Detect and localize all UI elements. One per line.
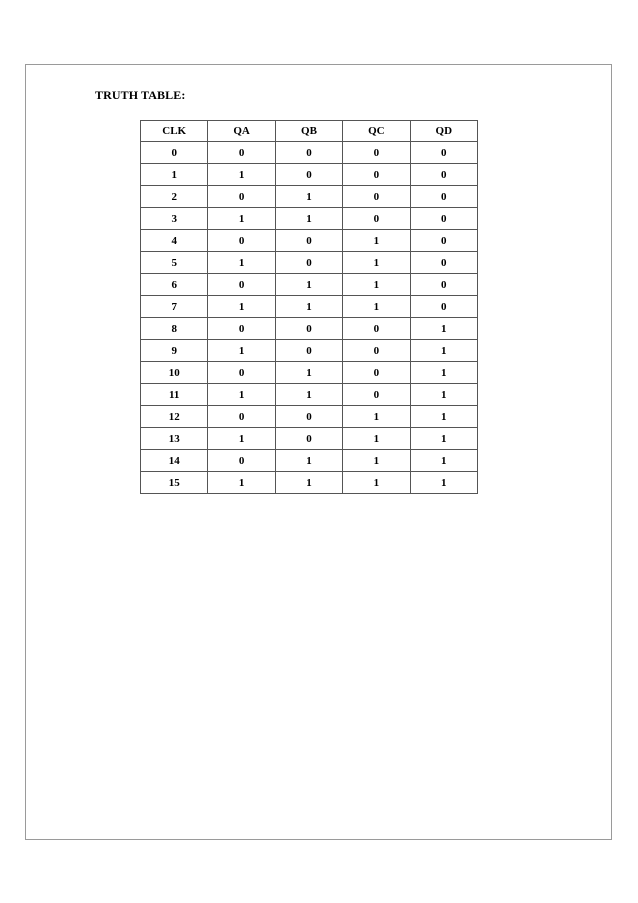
table-cell-clk: 0 — [141, 142, 208, 164]
table-row — [141, 384, 478, 406]
table-cell-qa: 0 — [208, 362, 275, 384]
table-cell-qa: 1 — [208, 472, 275, 494]
table-cell-qb: 0 — [275, 340, 342, 362]
table-cell-clk: 6 — [141, 274, 208, 296]
table-cell-qb: 0 — [275, 428, 342, 450]
table-cell-qa: 0 — [208, 142, 275, 164]
table-cell-clk: 1 — [141, 164, 208, 186]
column-header-qa: QA — [208, 121, 275, 142]
column-header-qd: QD — [410, 121, 477, 142]
table-cell-qd: 0 — [410, 186, 477, 208]
table-cell-qb: 0 — [275, 142, 342, 164]
table-cell-qb: 1 — [275, 450, 342, 472]
table-cell-qb: 1 — [275, 296, 342, 318]
truth-table — [140, 120, 478, 494]
table-cell-clk: 5 — [141, 252, 208, 274]
table-cell-clk: 2 — [141, 186, 208, 208]
table-row — [141, 274, 478, 296]
table-cell-qc: 0 — [343, 164, 410, 186]
table-cell-clk: 12 — [141, 406, 208, 428]
table-cell-qc: 1 — [343, 274, 410, 296]
table-cell-qc: 1 — [343, 472, 410, 494]
table-cell-qc: 1 — [343, 252, 410, 274]
table-cell-qd: 0 — [410, 296, 477, 318]
table-row — [141, 208, 478, 230]
table-cell-qc: 1 — [343, 428, 410, 450]
table-cell-qb: 1 — [275, 384, 342, 406]
table-cell-qc: 0 — [343, 384, 410, 406]
table-cell-qd: 0 — [410, 274, 477, 296]
table-cell-qc: 1 — [343, 450, 410, 472]
table-cell-clk: 15 — [141, 472, 208, 494]
table-cell-qd: 1 — [410, 362, 477, 384]
table-cell-clk: 9 — [141, 340, 208, 362]
table-cell-qb: 0 — [275, 252, 342, 274]
table-body — [141, 142, 478, 494]
column-header-clk: CLK — [141, 121, 208, 142]
table-cell-qa: 1 — [208, 428, 275, 450]
table-cell-qd: 0 — [410, 252, 477, 274]
table-cell-clk: 10 — [141, 362, 208, 384]
table-row — [141, 450, 478, 472]
table-cell-qd: 0 — [410, 208, 477, 230]
table-cell-clk: 4 — [141, 230, 208, 252]
table-cell-qb: 0 — [275, 164, 342, 186]
table-cell-clk: 7 — [141, 296, 208, 318]
table-cell-qb: 1 — [275, 472, 342, 494]
column-header-qc: QC — [343, 121, 410, 142]
table-cell-qc: 0 — [343, 340, 410, 362]
table-cell-qb: 0 — [275, 230, 342, 252]
table-cell-qd: 1 — [410, 406, 477, 428]
table-cell-qa: 0 — [208, 186, 275, 208]
table-row — [141, 428, 478, 450]
table-cell-qa: 0 — [208, 274, 275, 296]
table-row — [141, 164, 478, 186]
table-cell-qd: 0 — [410, 164, 477, 186]
table-cell-qa: 1 — [208, 252, 275, 274]
table-cell-qd: 1 — [410, 340, 477, 362]
table-cell-qc: 0 — [343, 186, 410, 208]
table-row — [141, 472, 478, 494]
table-cell-qd: 0 — [410, 142, 477, 164]
table-cell-qb: 0 — [275, 318, 342, 340]
table-cell-qa: 0 — [208, 406, 275, 428]
table-cell-clk: 3 — [141, 208, 208, 230]
table-cell-qc: 0 — [343, 142, 410, 164]
table-cell-qd: 0 — [410, 230, 477, 252]
column-header-qb: QB — [275, 121, 342, 142]
table-row — [141, 340, 478, 362]
table-header-row — [141, 121, 478, 142]
table-cell-clk: 14 — [141, 450, 208, 472]
table-row — [141, 142, 478, 164]
table-row — [141, 296, 478, 318]
table-cell-qa: 1 — [208, 208, 275, 230]
table-cell-qd: 1 — [410, 384, 477, 406]
table-row — [141, 406, 478, 428]
table-cell-qb: 1 — [275, 208, 342, 230]
table-cell-qc: 0 — [343, 362, 410, 384]
table-cell-qd: 1 — [410, 450, 477, 472]
table-cell-qd: 1 — [410, 428, 477, 450]
table-cell-qa: 1 — [208, 164, 275, 186]
truth-table-heading: TRUTH TABLE: — [95, 88, 186, 102]
table-cell-qa: 0 — [208, 230, 275, 252]
table-cell-qc: 0 — [343, 318, 410, 340]
table-cell-qc: 1 — [343, 406, 410, 428]
table-cell-qd: 1 — [410, 318, 477, 340]
table-cell-qb: 1 — [275, 186, 342, 208]
table-cell-qb: 1 — [275, 362, 342, 384]
table-row — [141, 230, 478, 252]
table-cell-qa: 1 — [208, 296, 275, 318]
table-cell-qd: 1 — [410, 472, 477, 494]
table-cell-clk: 8 — [141, 318, 208, 340]
table-cell-clk: 13 — [141, 428, 208, 450]
table-cell-qa: 1 — [208, 384, 275, 406]
table-row — [141, 252, 478, 274]
table-cell-qa: 0 — [208, 318, 275, 340]
table-cell-qa: 0 — [208, 450, 275, 472]
table-row — [141, 362, 478, 384]
table-row — [141, 186, 478, 208]
table-cell-qa: 1 — [208, 340, 275, 362]
table-cell-qc: 1 — [343, 296, 410, 318]
table-cell-qc: 0 — [343, 208, 410, 230]
table-cell-clk: 11 — [141, 384, 208, 406]
table-cell-qc: 1 — [343, 230, 410, 252]
table-cell-qb: 1 — [275, 274, 342, 296]
table-cell-qb: 0 — [275, 406, 342, 428]
table-row — [141, 318, 478, 340]
